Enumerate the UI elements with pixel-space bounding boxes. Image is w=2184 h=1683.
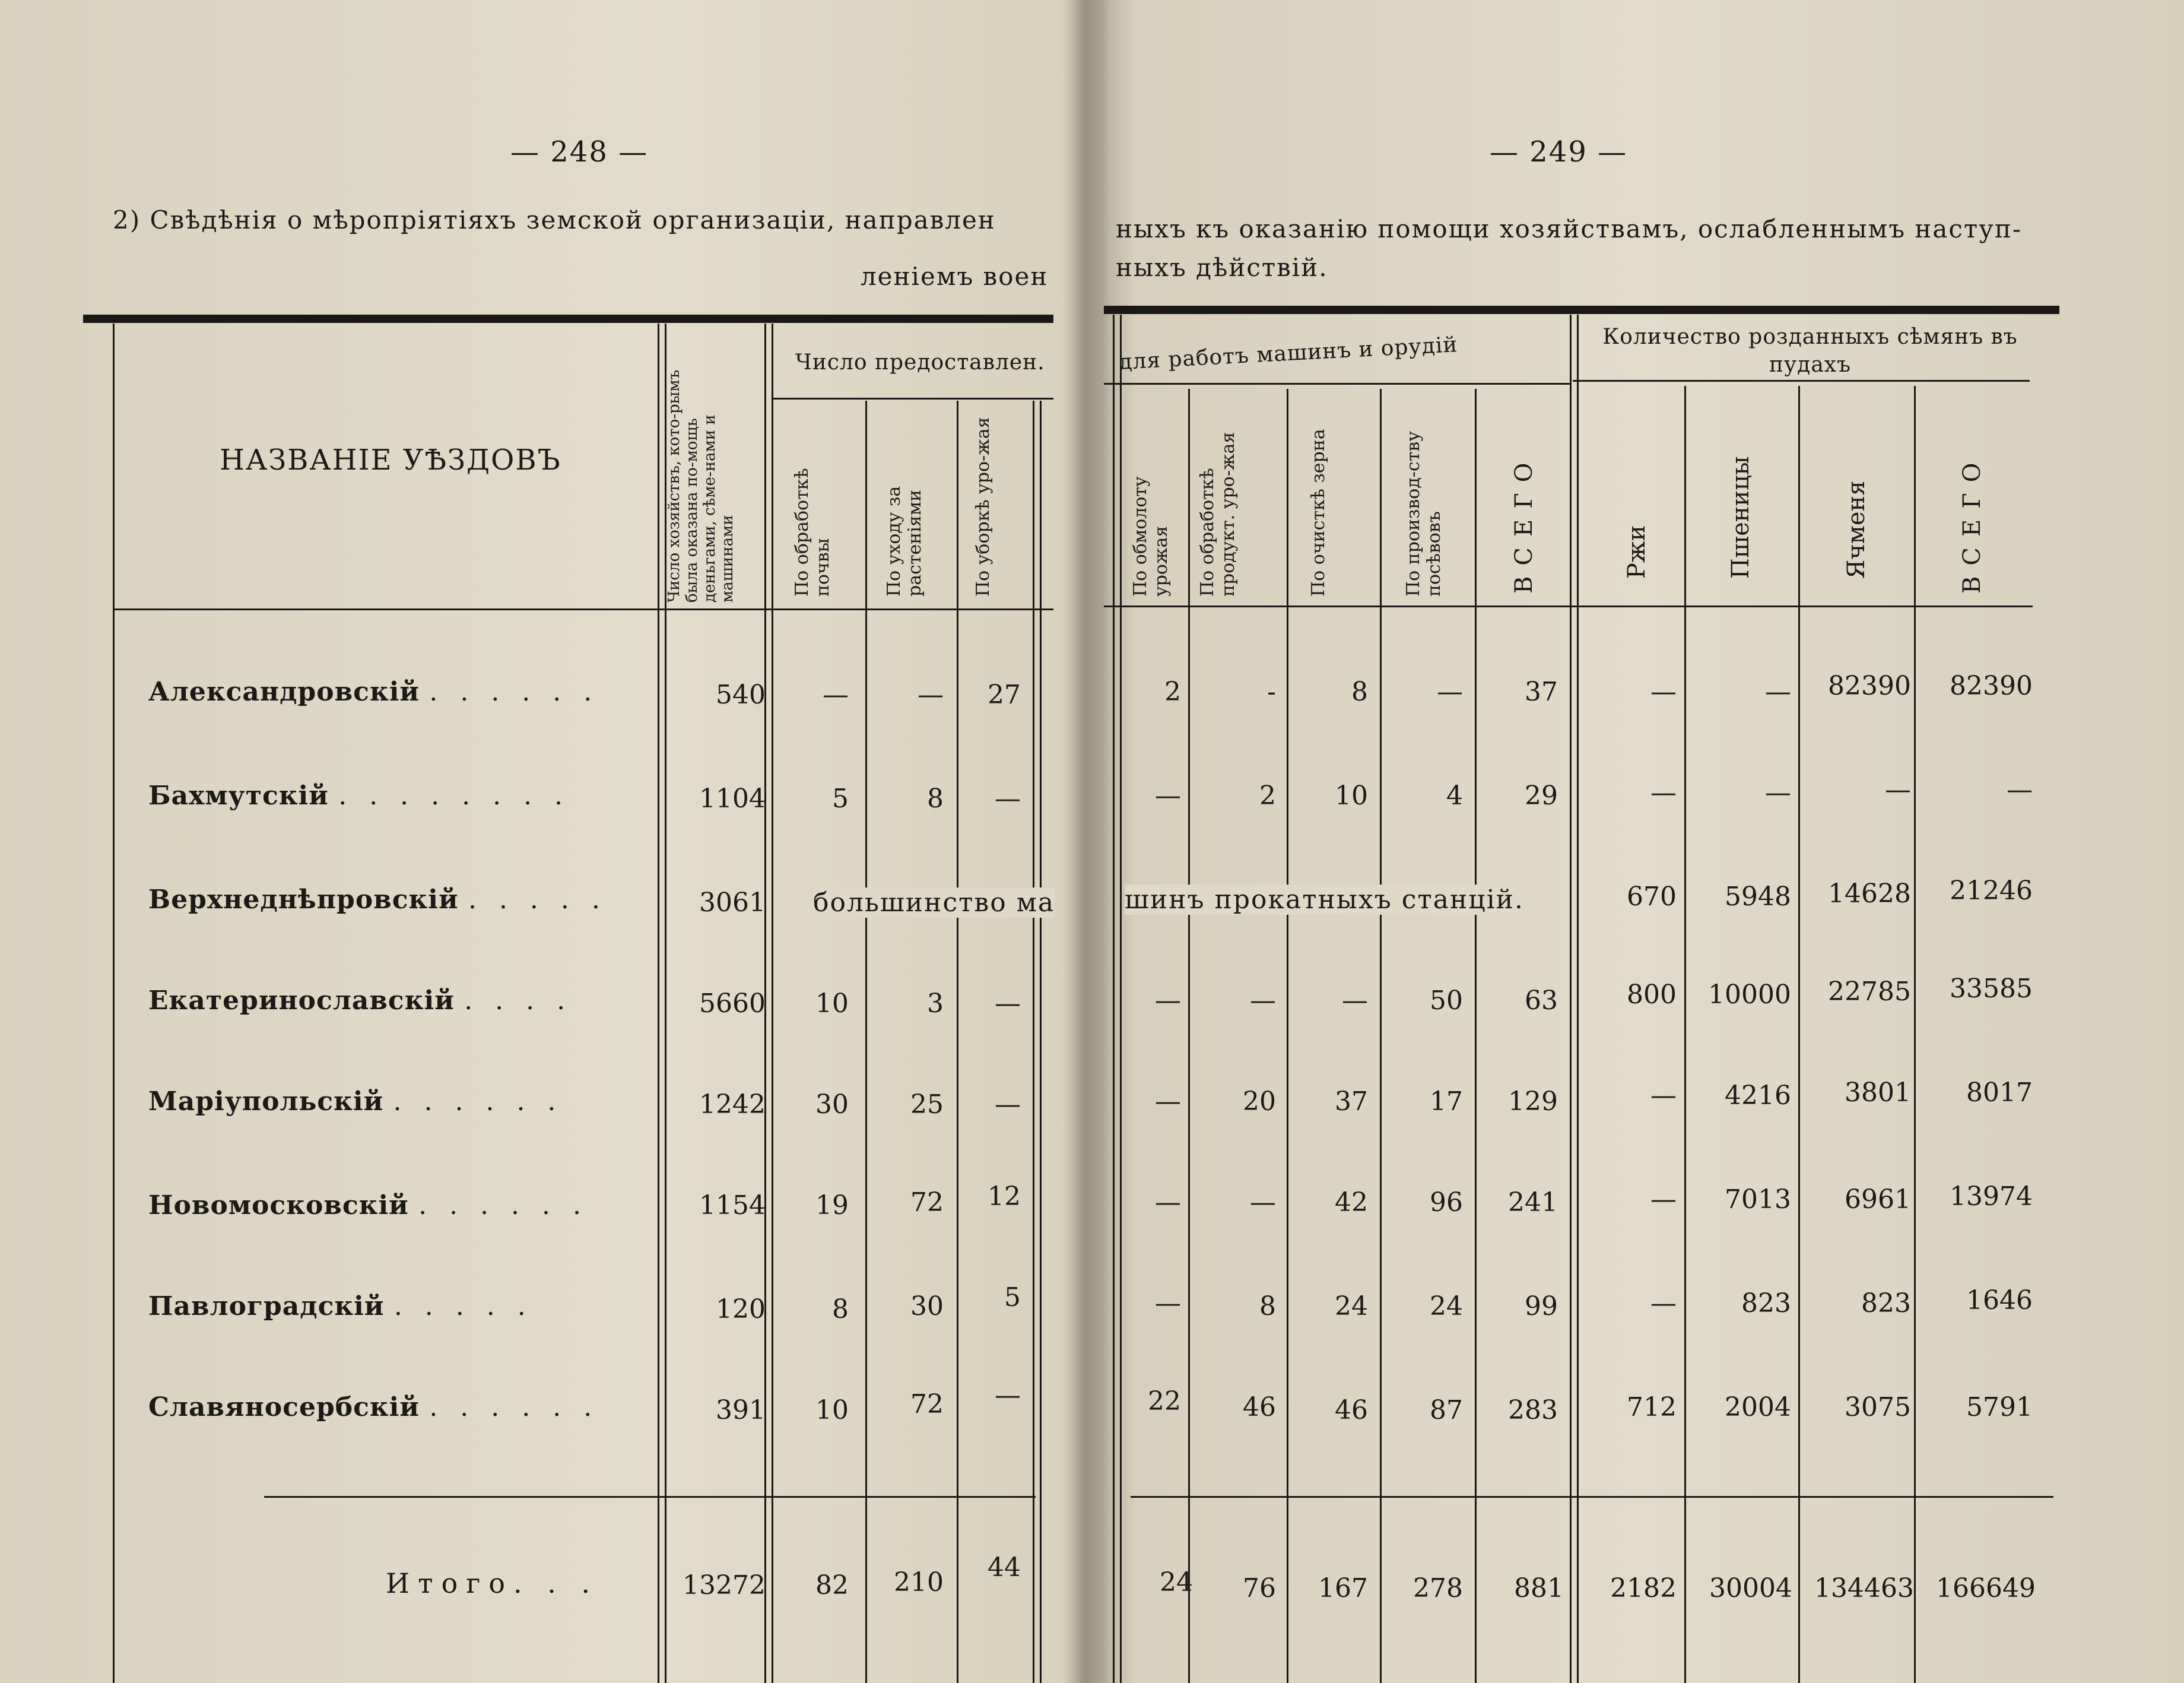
- cell-households: 13272: [682, 1570, 766, 1600]
- cell-sowing: 24: [1430, 1291, 1463, 1321]
- page-number-left: — 248 —: [510, 135, 649, 169]
- cell-soil: 82: [815, 1570, 849, 1600]
- total-rule-left: [264, 1496, 1036, 1498]
- cell-households: 5660: [699, 988, 766, 1019]
- cell-wheat: 30004: [1709, 1573, 1792, 1603]
- cell-soil: 19: [815, 1190, 849, 1221]
- cell-barley: 6961: [1845, 1184, 1911, 1215]
- cell-barley: 3075: [1845, 1392, 1911, 1422]
- cell-barley: 22785: [1828, 977, 1911, 1007]
- table-top-rule-left: [83, 315, 1053, 323]
- cell-wheat: 2004: [1725, 1392, 1791, 1422]
- cell-total-machines: 881: [1514, 1573, 1564, 1603]
- cell-rye: —: [1650, 1288, 1677, 1318]
- cell-rye: 670: [1627, 882, 1677, 912]
- cell-wheat: 5948: [1725, 882, 1791, 912]
- total-label: Итого. . .: [386, 1567, 599, 1599]
- cell-total-seeds: 1646: [1966, 1285, 2033, 1316]
- col-divider-processing: [1188, 389, 1190, 1683]
- cell-households: 540: [716, 680, 766, 710]
- cell-total-machines: 63: [1525, 985, 1558, 1016]
- header-cleaning: По очисткѣ зерна: [1308, 429, 1329, 597]
- header-seeds-group: Количество розданныхъ сѣмянъ въ пудахъ: [1602, 325, 2018, 377]
- cell-harvest: —: [995, 988, 1021, 1019]
- title-right-line2: ныхъ дѣйствій.: [1116, 253, 1328, 282]
- col-divider-sowing: [1380, 389, 1382, 1683]
- table-top-rule-right: [1104, 306, 2059, 314]
- book-gutter: [1062, 0, 1110, 1683]
- table-left-border: [113, 324, 115, 1683]
- cell-care: 3: [927, 988, 944, 1019]
- header-harvest: По уборкѣ уро-жая: [973, 417, 993, 597]
- header-threshing: По обмолоту урожая: [1130, 476, 1172, 597]
- page-number-right: — 249 —: [1490, 135, 1628, 169]
- cell-sowing: —: [1437, 677, 1463, 707]
- header-care: По уходу за растеніями: [884, 486, 925, 597]
- cell-care: 210: [894, 1567, 944, 1598]
- cell-sowing: 96: [1430, 1187, 1463, 1218]
- cell-wheat: 10000: [1708, 980, 1791, 1010]
- cell-households: 120: [716, 1294, 766, 1324]
- cell-households: 1104: [699, 784, 766, 814]
- col-divider-right-edge: [1113, 315, 1122, 1683]
- cell-soil: 10: [815, 988, 849, 1019]
- title-left-line1: 2) Свѣдѣнія о мѣропріятіяхъ земской организаціи, направлен: [113, 205, 996, 234]
- header-machines-group: для работъ машинъ и орудій: [1118, 332, 1459, 375]
- cell-rye: 2182: [1610, 1573, 1677, 1603]
- cell-cleaning: 24: [1335, 1291, 1368, 1321]
- cell-rye: 800: [1627, 980, 1677, 1010]
- cell-sowing: 4: [1446, 781, 1463, 811]
- col-divider-seeds: [1570, 315, 1579, 1683]
- cell-households: 1154: [699, 1190, 766, 1221]
- cell-total-seeds: 33585: [1950, 974, 2033, 1004]
- col-divider-barley: [1798, 386, 1800, 1683]
- col-divider-total-machines: [1475, 389, 1477, 1683]
- cell-total-seeds: —: [2007, 775, 2033, 805]
- cell-barley: 823: [1861, 1288, 1911, 1318]
- cell-households: 391: [716, 1395, 766, 1425]
- header-provided-group: Число предоставлен.: [795, 350, 1045, 375]
- cell-barley: 14628: [1828, 879, 1911, 909]
- cell-threshing: 2: [1164, 677, 1181, 707]
- cell-soil: —: [823, 680, 849, 710]
- cell-cleaning: 46: [1335, 1395, 1368, 1425]
- cell-sowing: 278: [1413, 1573, 1463, 1603]
- cell-total-machines: 241: [1508, 1187, 1558, 1218]
- district-name: Новомосковскій . . . . . .: [148, 1190, 588, 1221]
- district-name: Павлоградскій . . . . .: [148, 1291, 533, 1321]
- header-sowing: По производ-ству посѣвовъ: [1403, 431, 1445, 597]
- cell-total-machines: 283: [1508, 1395, 1558, 1425]
- cell-processing: 20: [1243, 1086, 1276, 1117]
- cell-cleaning: 42: [1335, 1187, 1368, 1218]
- cell-care: 30: [910, 1291, 944, 1321]
- cell-wheat: —: [1765, 677, 1791, 707]
- cell-sowing: 17: [1430, 1086, 1463, 1117]
- cell-soil: 8: [832, 1294, 849, 1324]
- cell-care: 25: [910, 1089, 944, 1120]
- cell-wheat: —: [1765, 778, 1791, 808]
- col-divider-cleaning: [1287, 389, 1288, 1683]
- cell-total-seeds: 166649: [1936, 1573, 2036, 1603]
- cell-harvest: 27: [988, 680, 1021, 710]
- cell-threshing: —: [1155, 985, 1181, 1016]
- cell-merged-left: большинство ма: [813, 888, 1055, 918]
- cell-barley: 3801: [1845, 1077, 1911, 1108]
- cell-cleaning: 167: [1318, 1573, 1368, 1603]
- cell-processing: 8: [1259, 1291, 1276, 1321]
- cell-sowing: 87: [1430, 1395, 1463, 1425]
- cell-soil: 30: [815, 1089, 849, 1120]
- cell-rye: —: [1650, 677, 1677, 707]
- cell-threshing: —: [1155, 1086, 1181, 1117]
- cell-cleaning: —: [1342, 985, 1368, 1016]
- district-name: Верхнеднѣпровскій . . . . .: [148, 885, 607, 915]
- cell-households: 1242: [699, 1089, 766, 1120]
- cell-threshing: 22: [1148, 1386, 1181, 1416]
- col-divider-care: [865, 401, 867, 1683]
- cell-cleaning: 10: [1335, 781, 1368, 811]
- title-left-line2: леніемъ воен: [861, 262, 1049, 291]
- cell-total-seeds: 21246: [1950, 876, 2033, 906]
- cell-rye: —: [1650, 1184, 1677, 1215]
- cell-care: 72: [910, 1187, 944, 1218]
- cell-processing: 76: [1243, 1573, 1276, 1603]
- district-name: Маріупольскій . . . . . .: [148, 1086, 563, 1117]
- col-divider-harvest: [957, 401, 958, 1683]
- cell-threshing: —: [1155, 1187, 1181, 1218]
- cell-rye: 712: [1627, 1392, 1677, 1422]
- cell-processing: 46: [1243, 1392, 1276, 1422]
- cell-cleaning: 37: [1335, 1086, 1368, 1117]
- header-households: Число хозяйствъ, кото-рымъ была оказана по-мощь деньгами, сѣме-нами и машинами: [665, 369, 737, 603]
- col-divider-left-edge: [1033, 401, 1042, 1683]
- cell-processing: 2: [1259, 781, 1276, 811]
- header-total-machines: ВСЕГО: [1510, 452, 1538, 594]
- header-wheat: Пшеницы: [1727, 456, 1754, 579]
- cell-care: 8: [927, 784, 944, 814]
- cell-rye: —: [1650, 778, 1677, 808]
- cell-total-seeds: 5791: [1966, 1392, 2033, 1422]
- cell-wheat: 823: [1741, 1288, 1791, 1318]
- header-total-seeds: ВСЕГО: [1958, 452, 1986, 594]
- header-bottom-rule-right: [1104, 606, 2033, 607]
- cell-barley: —: [1885, 775, 1911, 805]
- cell-total-seeds: 13974: [1950, 1181, 2033, 1212]
- cell-barley: 134463: [1814, 1573, 1914, 1603]
- cell-sowing: 50: [1430, 985, 1463, 1016]
- header-bottom-rule-left: [113, 608, 1053, 610]
- cell-total-machines: 29: [1525, 781, 1558, 811]
- cell-rye: —: [1650, 1080, 1677, 1111]
- cell-total-machines: 99: [1525, 1291, 1558, 1321]
- col-divider-wheat: [1684, 386, 1686, 1683]
- cell-threshing: 24: [1160, 1567, 1193, 1598]
- cell-wheat: 4216: [1725, 1080, 1791, 1111]
- cell-soil: 10: [815, 1395, 849, 1425]
- provided-group-rule: [772, 398, 1053, 400]
- header-processing: По обработкѣ продукт. уро-жая: [1197, 432, 1239, 597]
- cell-total-machines: 129: [1508, 1086, 1558, 1117]
- seeds-group-rule: [1573, 380, 2030, 382]
- cell-harvest: —: [995, 1089, 1021, 1120]
- cell-threshing: —: [1155, 1288, 1181, 1318]
- header-rye: Ржи: [1623, 525, 1650, 579]
- cell-cleaning: 8: [1351, 677, 1368, 707]
- header-barley: Ячменя: [1843, 480, 1870, 579]
- cell-processing: —: [1250, 1187, 1276, 1218]
- district-name: Екатеринославскій . . . .: [148, 985, 573, 1016]
- title-right-line1: ныхъ къ оказанію помощи хозяйствамъ, ослабленнымъ наступ-: [1116, 214, 2023, 243]
- district-name: Славяносербскій . . . . . .: [148, 1392, 599, 1422]
- district-name: Бахмутскій . . . . . . . .: [148, 781, 570, 811]
- cell-harvest: —: [995, 1380, 1021, 1411]
- cell-harvest: 12: [988, 1181, 1021, 1212]
- cell-harvest: 5: [1004, 1282, 1021, 1313]
- col-divider-total-seeds: [1914, 386, 1916, 1683]
- header-soil: По обработкѣ почвы: [792, 468, 833, 597]
- header-district: НАЗВАНІЕ УѢЗДОВЪ: [220, 443, 561, 477]
- cell-households: 3061: [699, 888, 766, 918]
- cell-total-machines: 37: [1525, 677, 1558, 707]
- cell-harvest: —: [995, 784, 1021, 814]
- cell-barley: 82390: [1828, 671, 1911, 701]
- district-name: Александровскій . . . . . .: [148, 677, 599, 707]
- cell-processing: —: [1250, 985, 1276, 1016]
- cell-total-seeds: 8017: [1966, 1077, 2033, 1108]
- cell-processing: -: [1267, 677, 1276, 707]
- cell-soil: 5: [832, 784, 849, 814]
- cell-total-seeds: 82390: [1950, 671, 2033, 701]
- cell-threshing: —: [1155, 781, 1181, 811]
- machines-group-rule: [1104, 383, 1570, 385]
- cell-care: —: [918, 680, 944, 710]
- cell-merged-right: шинъ прокатныхъ станцій.: [1125, 885, 1524, 915]
- cell-wheat: 7013: [1725, 1184, 1791, 1215]
- cell-harvest: 44: [988, 1552, 1021, 1583]
- cell-care: 72: [910, 1389, 944, 1419]
